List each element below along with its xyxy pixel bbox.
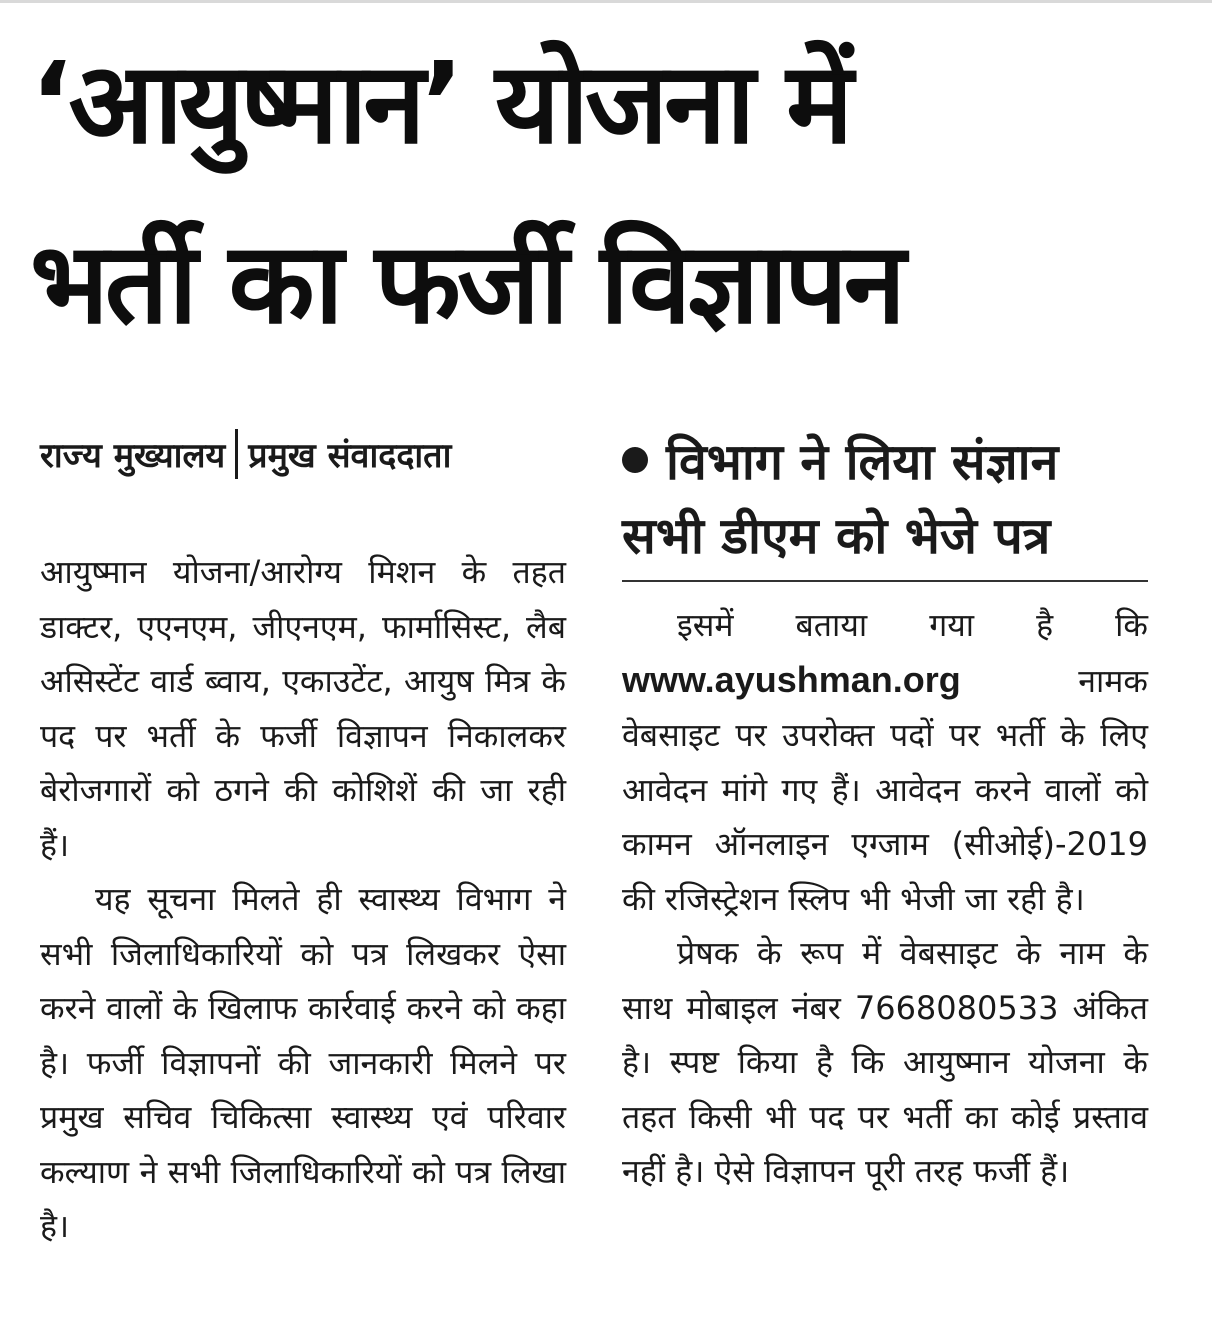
right-column — [622, 598, 1148, 1199]
subheading-text-1: विभाग ने लिया संज्ञान — [666, 433, 1059, 491]
headline — [30, 14, 1190, 374]
left-column — [40, 545, 566, 1254]
top-border — [0, 0, 1212, 3]
subheading-line-1 — [622, 425, 1150, 499]
subheading-rule — [622, 580, 1148, 582]
left-paragraph-1: आयुष्मान योजना/आरोग्य मिशन के तहत डाक्टर, एएनएम, जीएनएम, फार्मासिस्ट, लैब असिस्टेंट वार्ड ब्वाय, एकाउटेंट, आयुष मित्र के पद पर भर्ती के फर्जी विज्ञापन निकालकर बेरोजगारों को ठगने की कोशिशें की जा रही हैं। — [40, 553, 566, 864]
right-paragraph-2: प्रेषक के रूप में वेबसाइट के नाम के साथ मोबाइल नंबर 7668080533 अंकित है। स्पष्ट किया है कि आयुष्मान योजना के तहत किसी भी पद पर भर्ती का कोई प्रस्ताव नहीं है। ऐसे विज्ञापन पूरी तरह फर्जी हैं। — [622, 934, 1148, 1190]
bullet-icon — [622, 447, 648, 473]
headline-line-1: ‘आयुष्मान’ योजना में — [30, 39, 850, 169]
headline-line-2: भर्ती का फर्जी विज्ञापन — [30, 219, 902, 349]
subheading-line-2: सभी डीएम को भेजे पत्र — [622, 507, 1051, 565]
byline-divider — [235, 429, 238, 479]
byline-place: राज्य मुख्यालय — [40, 436, 226, 476]
website-url: www.ayushman.org — [622, 658, 961, 700]
right-paragraph-1-start: इसमें बताया गया है कि — [677, 606, 1148, 644]
byline — [40, 425, 451, 483]
subheading — [622, 425, 1150, 573]
right-paragraph-1 — [622, 598, 1148, 926]
byline-author: प्रमुख संवाददाता — [248, 436, 452, 476]
right-paragraph-1-end: नामक वेबसाइट पर उपरोक्त पदों पर भर्ती के लिए आवेदन मांगे गए हैं। आवेदन करने वालों को कामन ऑनलाइन एग्जाम (सीओई)-2019 की रजिस्ट्रेशन स्लिप भी भेजी जा रही है। — [622, 661, 1148, 918]
left-paragraph-2: यह सूचना मिलते ही स्वास्थ्य विभाग ने सभी जिलाधिकारियों को पत्र लिखकर ऐसा करने वालों के खिलाफ कार्रवाई करने को कहा है। फर्जी विज्ञापनों की जानकारी मिलने पर प्रमुख सचिव चिकित्सा स्वास्थ्य एवं परिवार कल्याण ने सभी जिलाधिकारियों को पत्र लिखा है। — [40, 880, 566, 1245]
